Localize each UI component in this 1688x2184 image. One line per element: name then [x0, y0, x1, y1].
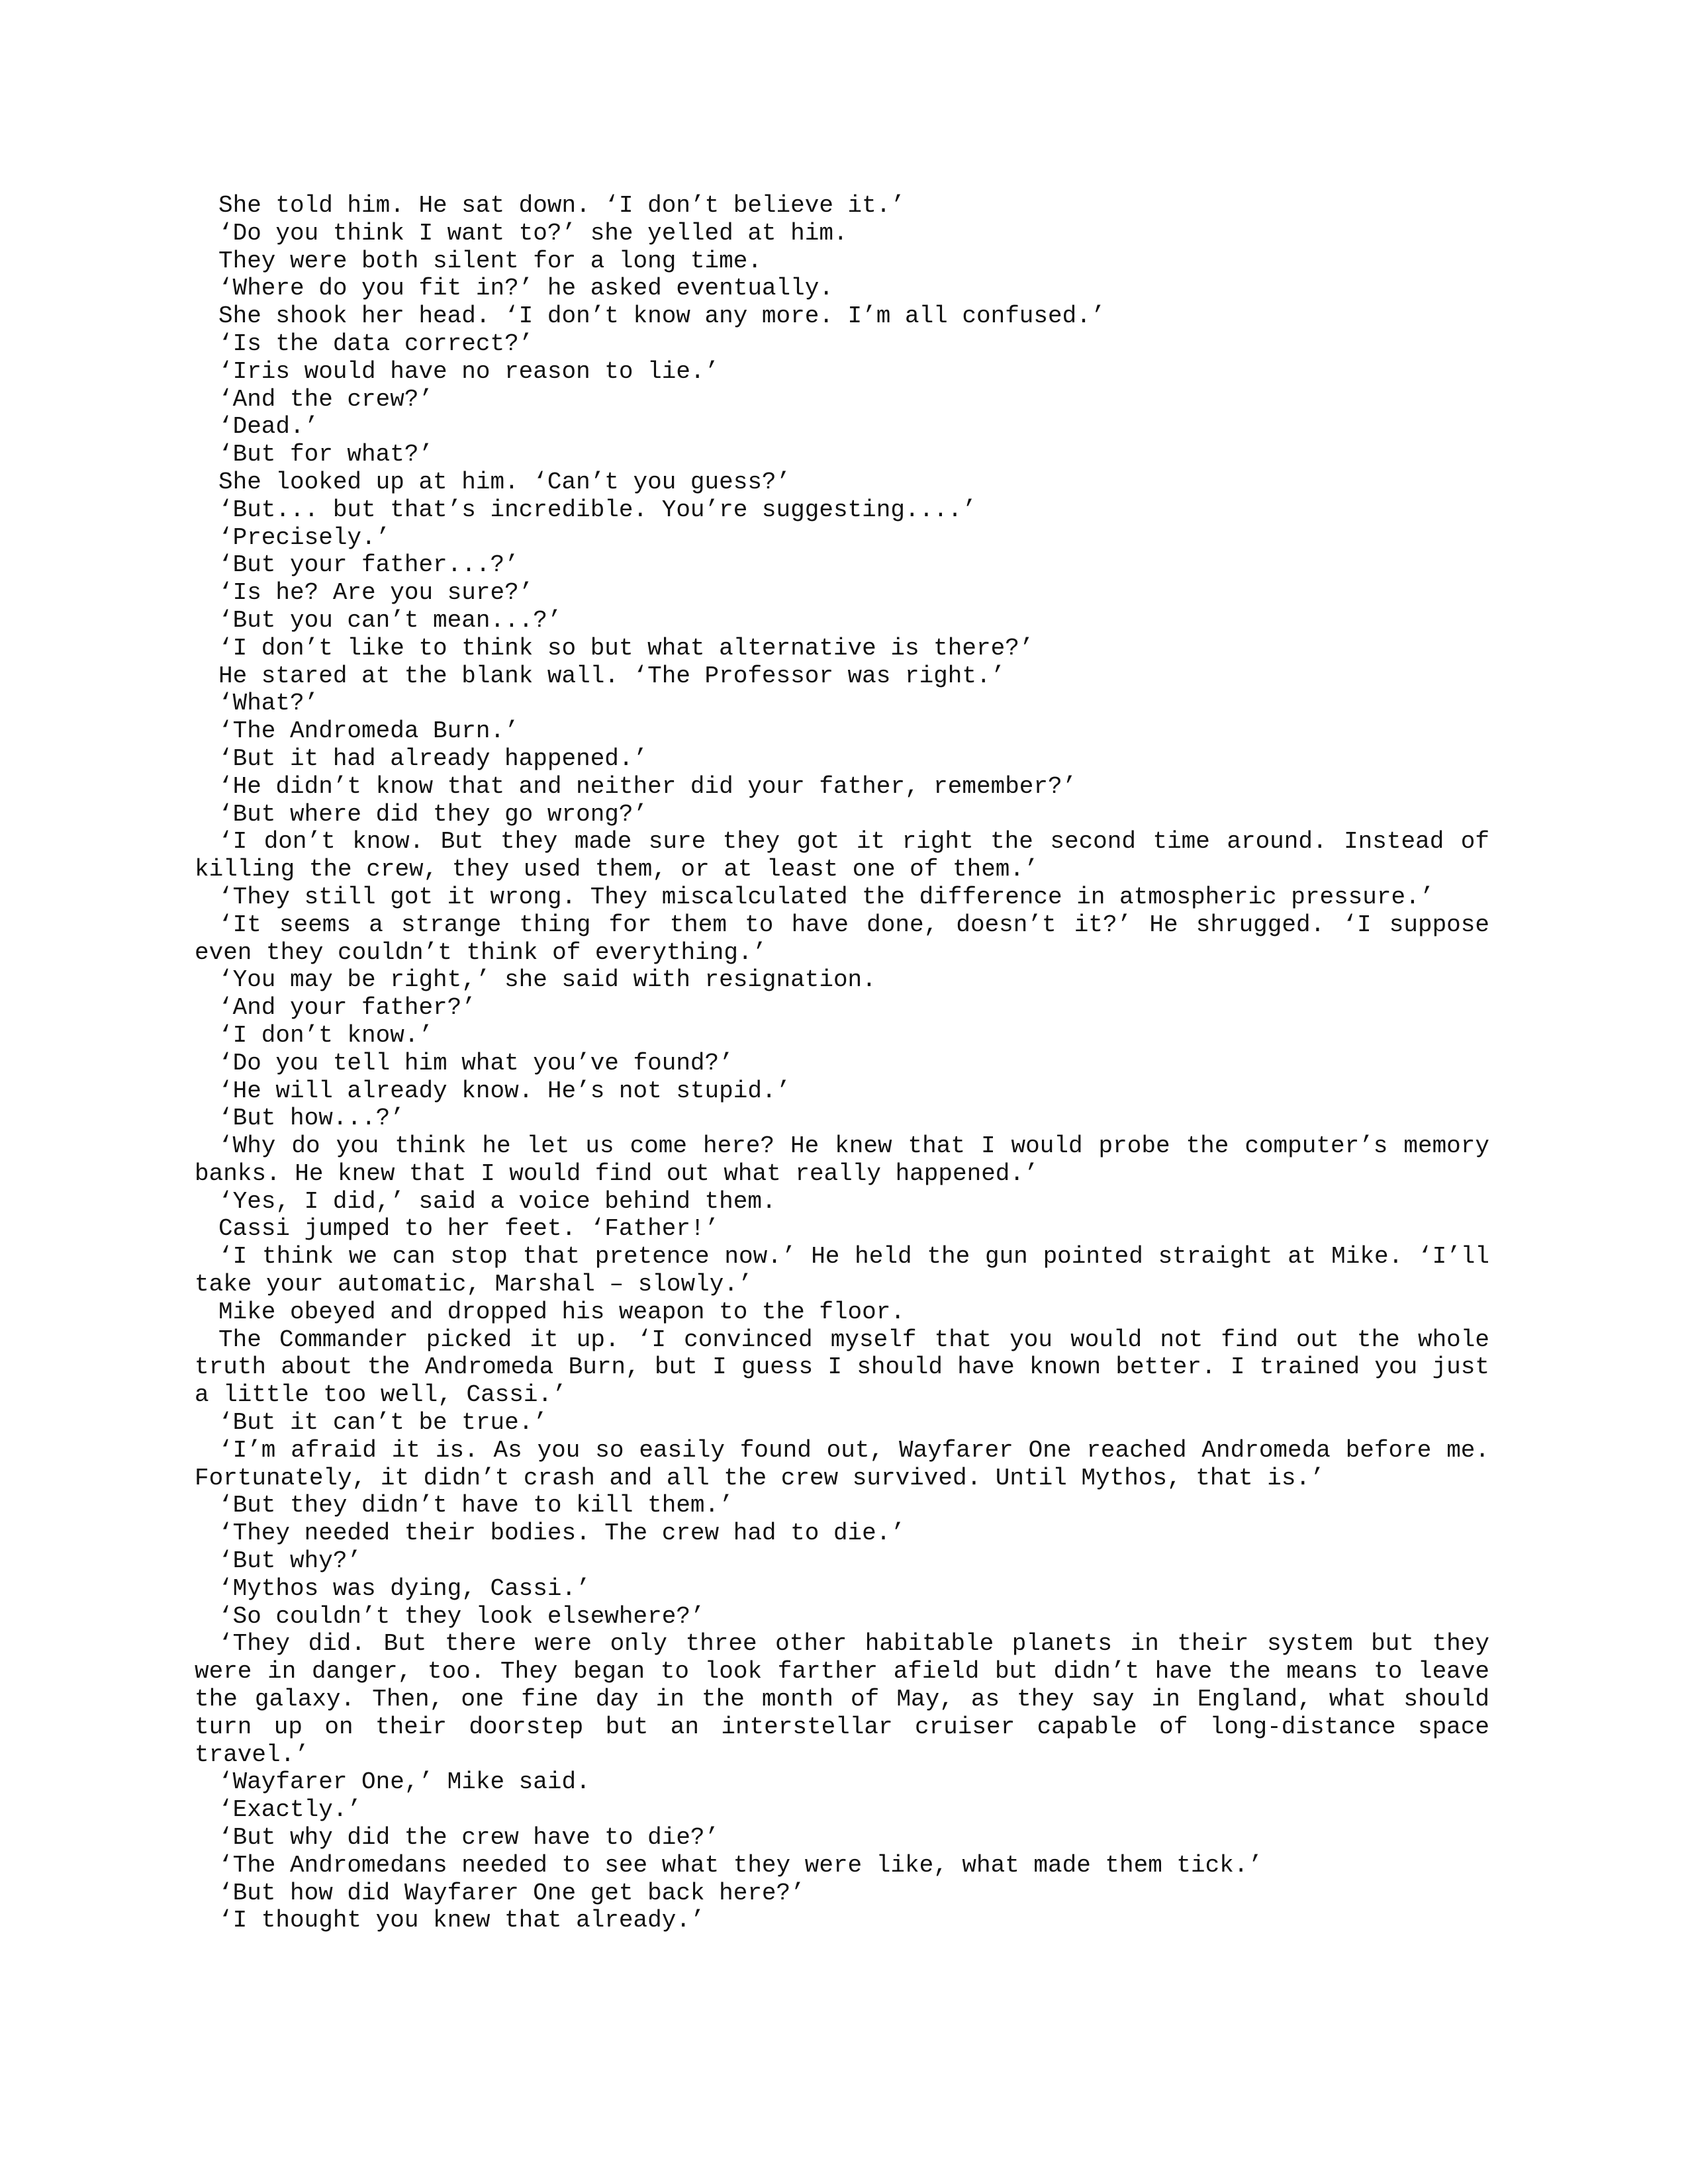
paragraph: The Commander picked it up. ‘I convinced myself that you would not find out the whole truth about the Andromeda Burn, but I guess I should have known better. I trained you just a little too well, Cassi.’: [195, 1326, 1489, 1409]
paragraph: ‘They did. But there were only three other habitable planets in their system but they were in danger, too. They began to look farther afield but didn’t have the means to leave the galaxy. Then, one fine day in the month of May, as they say in England, what should turn up on their doorstep but an interstellar cruiser capable of long-distance space travel.’: [195, 1630, 1489, 1768]
paragraph: She looked up at him. ‘Can’t you guess?’: [218, 468, 791, 496]
paragraph: ‘I don’t know.’: [218, 1021, 434, 1049]
paragraph: She shook her head. ‘I don’t know any more. I’m all confused.’: [218, 302, 1105, 330]
paragraph: ‘But they didn’t have to kill them.’: [218, 1492, 733, 1520]
paragraph: ‘Do you think I want to?’ she yelled at him.: [218, 219, 848, 247]
paragraph: ‘I thought you knew that already.’: [218, 1907, 705, 1934]
paragraph: ‘Is the data correct?’: [218, 330, 534, 357]
paragraph: ‘I think we can stop that pretence now.’ He held the gun pointed straight at Mike. ‘I’ll take your automatic, Marshal – slowly.’: [195, 1243, 1489, 1298]
paragraph: ‘I don’t like to think so but what alternative is there?’: [218, 634, 1034, 662]
paragraph: ‘But... but that’s incredible. You’re suggesting....’: [218, 496, 976, 523]
paragraph: ‘But your father...?’: [218, 551, 519, 579]
paragraph: ‘And your father?’: [218, 994, 476, 1022]
paragraph: ‘Iris would have no reason to lie.’: [218, 357, 720, 385]
paragraph: ‘They needed their bodies. The crew had to die.’: [218, 1520, 905, 1547]
paragraph: ‘Where do you fit in?’ he asked eventually.: [218, 275, 833, 302]
paragraph: ‘But where did they go wrong?’: [218, 800, 648, 828]
paragraph: ‘Wayfarer One,’ Mike said.: [218, 1768, 590, 1796]
paragraph: She told him. He sat down. ‘I don’t believe it.’: [218, 192, 905, 219]
paragraph: ‘So couldn’t they look elsewhere?’: [218, 1602, 705, 1630]
paragraph: ‘He didn’t know that and neither did your father, remember?’: [218, 772, 1077, 800]
paragraph: ‘Exactly.’: [218, 1796, 362, 1824]
paragraph: ‘He will already know. He’s not stupid.’: [218, 1077, 791, 1105]
paragraph: ‘But how...?’: [218, 1105, 404, 1132]
paragraph: Mike obeyed and dropped his weapon to the floor.: [218, 1298, 905, 1326]
paragraph: ‘I’m afraid it is. As you so easily found out, Wayfarer One reached Andromeda before me. Fortunately, it didn’t crash and all the crew survived. Until Mythos, that is.’: [195, 1436, 1489, 1492]
paragraph: ‘And the crew?’: [218, 385, 434, 413]
paragraph: ‘Do you tell him what you’ve found?’: [218, 1049, 733, 1077]
manuscript-page: [195, 192, 1489, 1934]
paragraph: ‘Mythos was dying, Cassi.’: [218, 1574, 590, 1602]
paragraph: ‘Is he? Are you sure?’: [218, 579, 534, 607]
paragraph: ‘Why do you think he let us come here? He knew that I would probe the computer’s memory banks. He knew that I would find out what really happened.’: [195, 1132, 1489, 1187]
paragraph: ‘But you can’t mean...?’: [218, 606, 562, 634]
paragraph: ‘But how did Wayfarer One get back here?’: [218, 1879, 805, 1907]
paragraph: ‘The Andromedans needed to see what they were like, what made them tick.’: [218, 1851, 1263, 1879]
paragraph: ‘But why?’: [218, 1547, 362, 1575]
paragraph: ‘They still got it wrong. They miscalculated the difference in atmospheric pressure.’: [218, 883, 1434, 911]
paragraph: Cassi jumped to her feet. ‘Father!’: [218, 1215, 720, 1243]
paragraph: ‘Yes, I did,’ said a voice behind them.: [218, 1187, 776, 1215]
paragraph: ‘But it can’t be true.’: [218, 1409, 547, 1437]
paragraph: They were both silent for a long time.: [218, 247, 762, 275]
paragraph: ‘You may be right,’ she said with resignation.: [218, 966, 876, 994]
paragraph: ‘I don’t know. But they made sure they got it right the second time around. Instead of killing the crew, they used them, or at least one of them.’: [195, 828, 1489, 884]
paragraph: ‘Precisely.’: [218, 523, 391, 551]
paragraph: ‘It seems a strange thing for them to have done, doesn’t it?’ He shrugged. ‘I suppose even they couldn’t think of everything.’: [195, 911, 1489, 966]
paragraph: ‘Dead.’: [218, 413, 319, 441]
paragraph: ‘But for what?’: [218, 441, 434, 469]
paragraph: ‘The Andromeda Burn.’: [218, 717, 519, 745]
paragraph: ‘But why did the crew have to die?’: [218, 1824, 720, 1852]
paragraph: ‘What?’: [218, 690, 319, 717]
paragraph: ‘But it had already happened.’: [218, 745, 648, 772]
paragraph: He stared at the blank wall. ‘The Professor was right.’: [218, 662, 1006, 690]
